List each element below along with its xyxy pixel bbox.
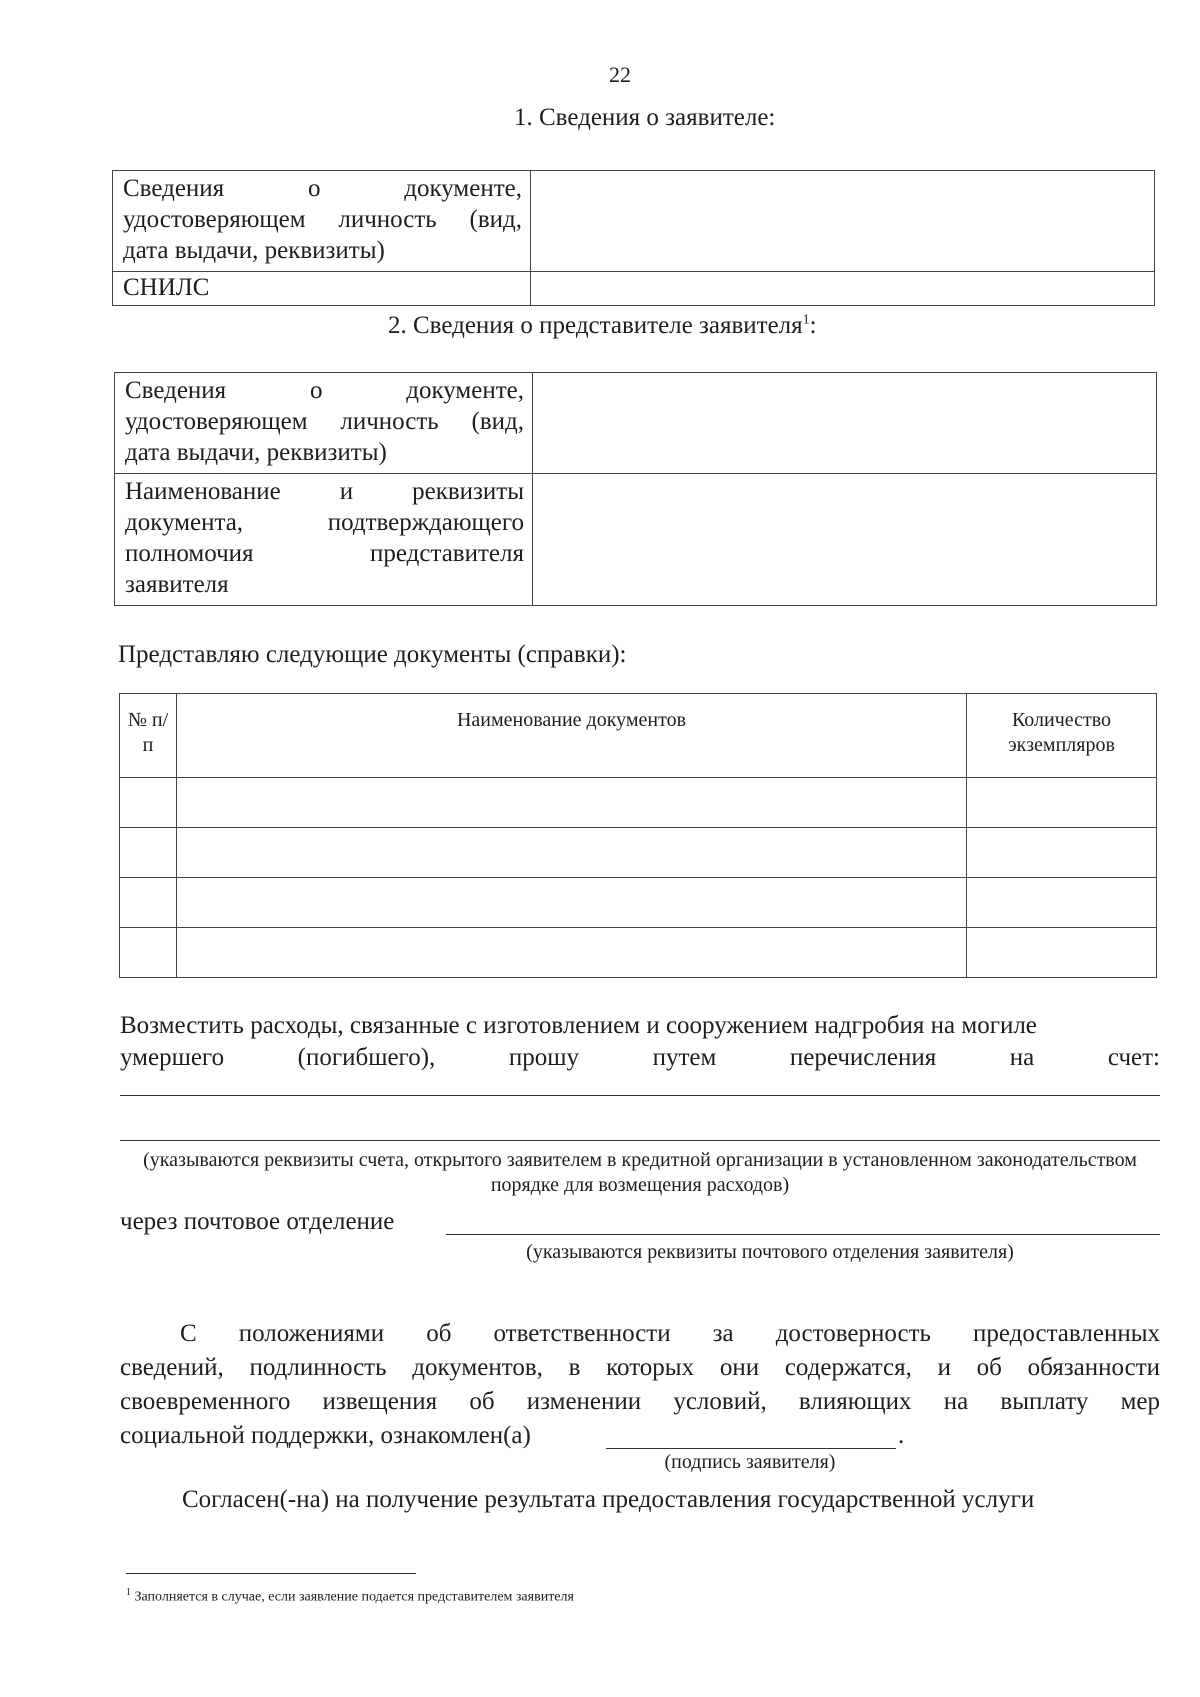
- acknowledgement-line1: С положениями об ответственности за достоверность предоставленных: [180, 1320, 1160, 1347]
- applicant-id-doc-label: [113, 171, 531, 272]
- row-count-cell[interactable]: [967, 878, 1157, 928]
- label-line: дата выдачи, реквизиты): [125, 439, 387, 466]
- row-number-cell[interactable]: [120, 878, 177, 928]
- section2-heading-suffix: :: [809, 312, 817, 339]
- header-count: Количество экземпляров: [967, 694, 1157, 778]
- label-line: дата выдачи, реквизиты): [123, 237, 385, 264]
- representative-authority-doc-label: [115, 474, 533, 606]
- acknowledgement-end: .: [898, 1422, 905, 1449]
- table-row: [120, 878, 1157, 928]
- label-line: полномочия представителя: [125, 540, 524, 567]
- applicant-snils-label: [113, 272, 531, 306]
- footnote: [126, 1587, 574, 1606]
- account-details-note: (указываются реквизиты счета, открытого заявителем в кредитной организации в установленном законодательством порядке для возмещения расходов): [143, 1149, 1137, 1196]
- applicant-id-doc-value[interactable]: [531, 171, 1155, 272]
- label-line: СНИЛС: [123, 274, 210, 301]
- acknowledgement-line4: социальной поддержки, ознакомлен(а): [120, 1422, 531, 1449]
- header-number: № п/п: [120, 694, 177, 778]
- post-office-label: через почтовое отделение: [120, 1208, 395, 1235]
- label-line: заявителя: [125, 571, 229, 598]
- header-name: Наименование документов: [177, 694, 967, 778]
- table-row: [120, 828, 1157, 878]
- documents-table-header: [120, 694, 1157, 778]
- row-number-cell[interactable]: [120, 778, 177, 828]
- label-line: удостоверяющем личность (вид,: [123, 206, 522, 233]
- reimbursement-line2: умершего (погибшего), прошу путем перечисления на счет:: [120, 1044, 1160, 1071]
- label-line: Сведения о документе,: [125, 377, 524, 404]
- footnote-mark: 1: [802, 312, 810, 328]
- acknowledgement-line3: своевременного извещения об изменении условий, влияющих на выплату мер: [120, 1388, 1160, 1415]
- representative-id-doc-label: [115, 373, 533, 474]
- page-number: 22: [609, 62, 631, 87]
- post-office-note: (указываются реквизиты почтового отделения заявителя): [526, 1241, 1014, 1263]
- representative-info-table: [114, 372, 1157, 606]
- row-name-cell[interactable]: [177, 828, 967, 878]
- row-number-cell[interactable]: [120, 828, 177, 878]
- row-number-cell[interactable]: [120, 928, 177, 978]
- documents-table: [119, 693, 1157, 978]
- documents-intro: Представляю следующие документы (справки):: [118, 641, 627, 668]
- label-line: удостоверяющем личность (вид,: [125, 408, 524, 435]
- signature-note: (подпись заявителя): [664, 1451, 836, 1473]
- footnote-separator: [126, 1573, 416, 1574]
- account-input-line-2[interactable]: [120, 1140, 1160, 1141]
- row-count-cell[interactable]: [967, 778, 1157, 828]
- table-row: [120, 928, 1157, 978]
- representative-id-doc-value[interactable]: [533, 373, 1157, 474]
- applicant-info-table: [112, 170, 1155, 306]
- representative-authority-doc-row: [115, 474, 1157, 606]
- reimbursement-line1: Возместить расходы, связанные с изготовлением и сооружением надгробия на могиле: [120, 1012, 1037, 1039]
- label-line: Сведения о документе,: [123, 175, 522, 202]
- table-row: [120, 778, 1157, 828]
- footnote-mark: 1: [126, 1587, 131, 1598]
- section2-heading: [388, 312, 817, 340]
- row-name-cell[interactable]: [177, 778, 967, 828]
- post-office-input-line[interactable]: [446, 1234, 1160, 1235]
- applicant-id-doc-row: [113, 171, 1155, 272]
- footnote-text: Заполняется в случае, если заявление подается представителем заявителя: [134, 1589, 574, 1605]
- applicant-snils-row: [113, 272, 1155, 306]
- applicant-snils-value[interactable]: [531, 272, 1155, 306]
- representative-authority-doc-value[interactable]: [533, 474, 1157, 606]
- label-line: Наименование и реквизиты: [125, 478, 524, 505]
- row-count-cell[interactable]: [967, 828, 1157, 878]
- label-line: документа, подтверждающего: [125, 509, 524, 536]
- row-name-cell[interactable]: [177, 878, 967, 928]
- row-name-cell[interactable]: [177, 928, 967, 978]
- consent-text: Согласен(-на) на получение результата предоставления государственной услуги: [182, 1486, 1035, 1513]
- section2-heading-text: 2. Сведения о представителе заявителя: [388, 312, 803, 339]
- representative-id-doc-row: [115, 373, 1157, 474]
- acknowledgement-line2: сведений, подлинность документов, в которых они содержатся, и об обязанности: [120, 1354, 1160, 1381]
- signature-line[interactable]: [606, 1448, 896, 1449]
- row-count-cell[interactable]: [967, 928, 1157, 978]
- section1-heading: 1. Сведения о заявителе:: [514, 104, 776, 131]
- account-input-line-1[interactable]: [120, 1095, 1160, 1096]
